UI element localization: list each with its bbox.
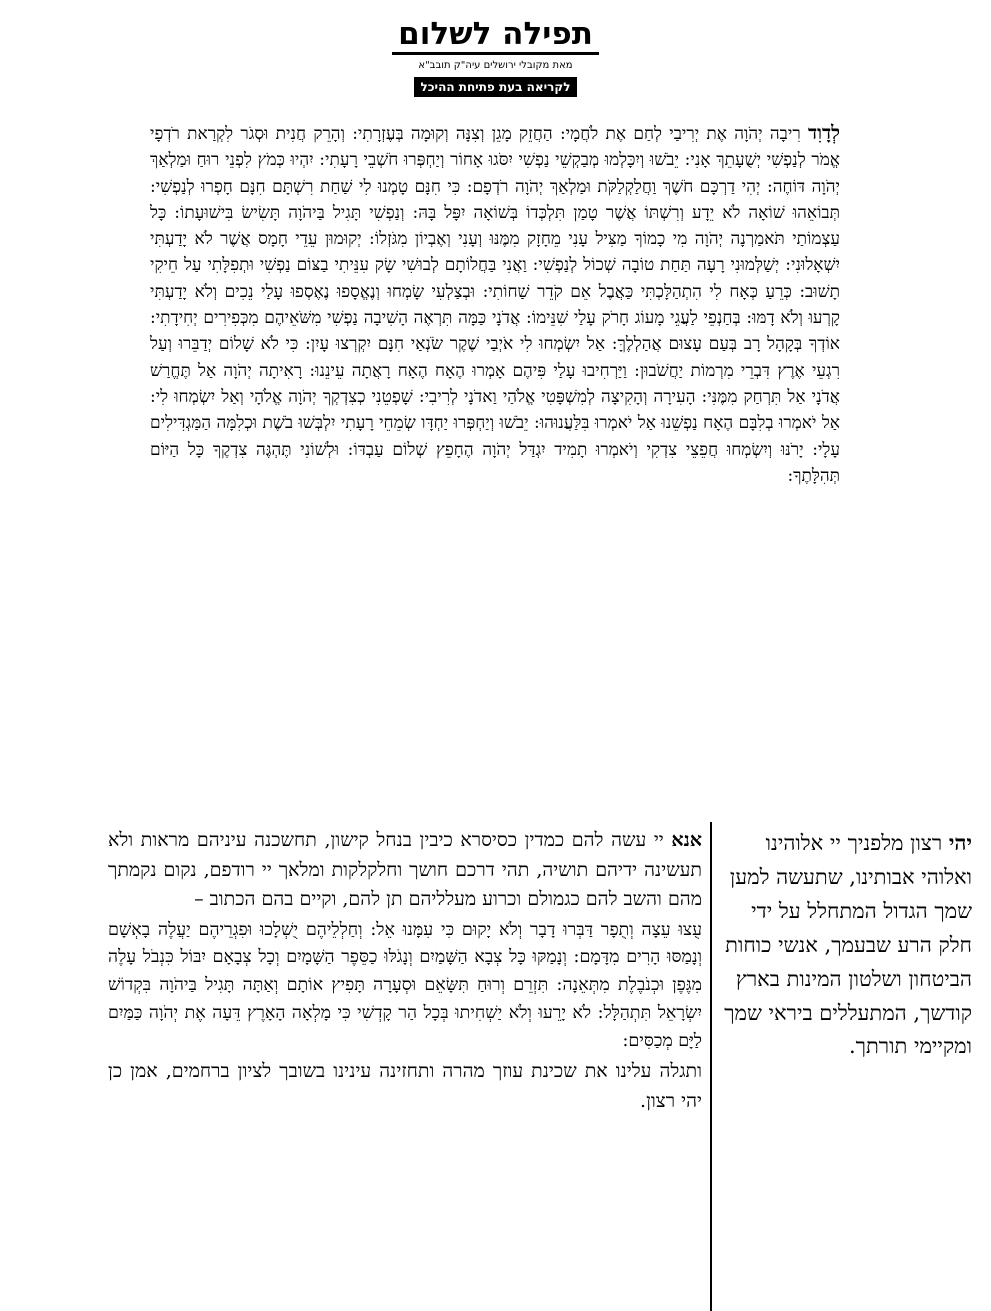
page-subtitle: מאת מקובלי ירושלים עיה"ק תובב"א: [418, 60, 573, 71]
occasion-label: לקריאה בעת פתיחת ההיכל: [414, 77, 576, 97]
right-column-lead-word: יהי: [948, 830, 972, 855]
psalm-text: רִיבָה יְהֹוָה אֶת יְרִיבַי לְחַם אֶת לֹחֲמָי: הַחֲזֵק מָגֵן וְצִנָּה וְקוּמָה בְּעֶזְרָתִי: וְהָרֵק חֲנִית וּסְגֹר לִקְרַאת רֹדְפָי אֱמֹר לְנַפְשִׁי יְשֻׁעָתֵךְ אָנִי: יֵבֹשׁוּ וְיִכָּלְמוּ מְבַקְשֵׁי נַפְשִׁי יִסֹּגוּ אָחוֹר וְיַחְפְּרוּ חֹשְׁבֵי רָעָתִי: יִהְיוּ כְּמֹץ לִפְנֵי רוּחַ וּמַלְאַךְ יְהֹוָה דּוֹחֶה: יְהִי דַרְכָּם חֹשֶׁךְ וַחֲלַקְלַקֹּת וּמַלְאַךְ יְהֹוָה רֹדְפָם: כִּי חִנָּם טָמְנוּ לִי שַׁחַת רִשְׁתָּם חִנָּם חָפְרוּ לְנַפְשִׁי: תְּבוֹאֵהוּ שׁוֹאָה לֹא יֵדָע וְרִשְׁתּוֹ אֲשֶׁר טָמַן תִּלְכְּדוֹ בְּשׁוֹאָה יִפָּל בָּהּ: וְנַפְשִׁי תָּגִיל בַּיהֹוָה תָּשִׂישׂ בִּישׁוּעָתוֹ: כָּל עַצְמוֹתַי תֹּאמַרְנָה יְהֹוָה מִי כָמוֹךָ מַצִּיל עָנִי מֵחָזָק מִמֶּנּוּ וְעָנִי וְאֶבְיוֹן מִגֹּזְלוֹ: יְקוּמוּן עֵדֵי חָמָס אֲשֶׁר לֹא יָדַעְתִּי יִשְׁאָלוּנִי: יְשַׁלְּמוּנִי רָעָה תַּחַת טוֹבָה שְׁכוֹל לְנַפְשִׁי: וַאֲנִי בַּחֲלוֹתָם לְבוּשִׁי שָׂק עִנֵּיתִי בַצּוֹם נַפְשִׁי וּתְפִלָּתִי עַל חֵיקִי תָשׁוּב: כְּרֵעַ כְּאָח לִי הִתְהַלָּכְתִּי כַּאֲבֶל אֵם קֹדֵר שַׁחוֹתִי: וּבְצַלְעִי שָׂמְחוּ וְנֶאֱסָפוּ נֶאֶסְפוּ עָלַי נֵכִים וְלֹא יָדַעְתִּי קָרְעוּ וְלֹא דָמּוּ: בְּחַנְפֵי לַעֲגֵי מָעוֹג חָרֹק עָלַי שִׁנֵּימוֹ: אֲדֹנָי כַּמָּה תִּרְאֶה הָשִׁיבָה נַפְשִׁי מִשֹּׁאֵיהֶם מִכְּפִירִים יְחִידָתִי: אוֹדְךָ בְּקָהָל רָב בְּעַם עָצוּם אֲהַלְלֶךָּ: אַל יִשְׂמְחוּ לִי אֹיְבַי שֶׁקֶר שֹׂנְאַי חִנָּם יִקְרְצוּ עָיִן: כִּי לֹא שָׁלוֹם יְדַבֵּרוּ וְעַל רִגְעֵי אֶרֶץ דִּבְרֵי מִרְמוֹת יַחֲשֹׁבוּן: וַיַּרְחִיבוּ עָלַי פִּיהֶם אָמְרוּ הֶאָח הֶאָח רָאֲתָה עֵינֵנוּ: רָאִיתָה יְהֹוָה אַל תֶּחֱרַשׁ אֲדֹנָי אַל תִּרְחַק מִמֶּנִּי: הָעִירָה וְהָקִיצָה לְמִשְׁפָּטִי אֱלֹהַי וַאדֹנָי לְרִיבִי: שָׁפְטֵנִי כְצִדְקְךָ יְהֹוָה אֱלֹהָי וְאַל יִשְׂמְחוּ לִי: אַל יֹאמְרוּ בְלִבָּם הֶאָח נַפְשֵׁנוּ אַל יֹאמְרוּ בִּלַּעֲנוּהוּ: יֵבֹשׁוּ וְיַחְפְּרוּ יַחְדָּו שְׂמֵחֵי רָעָתִי יִלְבְּשׁוּ בֹשֶׁת וּכְלִמָּה הַמַּגְדִּילִים עָלָי: יָרֹנּוּ וְיִשְׂמְחוּ חֲפֵצֵי צִדְקִי וְיֹאמְרוּ תָמִיד יִגְדַּל יְהֹוָה הֶחָפֵץ שְׁלוֹם עַבְדּוֹ: וּלְשׁוֹנִי תֶּהְגֶּה צִדְקֶךָ כָּל הַיּוֹם תְּהִלָּתֶךָ:: [150, 124, 840, 486]
psalm-lead-word: לְדָוִד: [807, 122, 840, 144]
prayer-left-column: [108, 826, 702, 1116]
prayer-right-column: [722, 826, 972, 1064]
psalm-block: [150, 120, 840, 489]
right-column-text: רצון מלפניך יי אלוהינו ואלוהי אבותינו, שתעשה למען שמך הגדול המתחלל על ידי חלק הרע שבעמך, אנשי כוחות הביטחון ושלטון המינות בארץ קודשך, המתעללים ביראי שמך ומקיימי תורתך.: [724, 831, 972, 1059]
column-divider: [710, 822, 712, 1311]
left-column-intro: יי עשה להם כמדין כסיסרא כיבין בנחל קישון, תחשכנה עיניהם מראות ולא תעשינה ידיהם תושיה, תהי דרכם חושך וחלקלקות ומלאך יי רודפם, נקום נקמתך מהם והשב להם כגמולם וכרוע מעלליהם תן להם, וקיים בהם הכתוב –: [108, 829, 702, 910]
occasion-banner: [0, 76, 991, 97]
title-text: תפילה לשלום: [392, 16, 599, 55]
left-column-closing: ותגלה עלינו את שכינת עוזך מהרה ותחזינה עינינו בשובך לציון ברחמים, אמן כן יהי רצון.: [108, 1060, 702, 1112]
left-column-verses: עֻצוּ עֵצָה וְתֻפָר דַּבְּרוּ דָבָר וְלֹא יָקוּם כִּי עִמָּנוּ אֵל: וְחַלְלֵיהֶם יֻשְׁלָכוּ וּפִגְרֵיהֶם יַעֲלֶה בָאְשָׁם וְנָמַסּוּ הָרִים מִדָּמָם: וְנָמַקּוּ כָּל צְבָא הַשָּׁמַיִם וְנָגֹלּוּ כַסֵּפֶר הַשָּׁמָיִם וְכָל צְבָאָם יִבּוֹל כִּנְבֹל עָלֶה מִגֶּפֶן וּכְנֹבֶלֶת מִתְּאֵנָה: תִּזְרֵם וְרוּחַ תִּשָּׂאֵם וּסְעָרָה תָּפִיץ אוֹתָם וְאַתָּה תָּגִיל בַּיהֹוָה בִּקְדוֹשׁ יִשְׂרָאֵל תִּתְהַלָּל: לֹא יָרֵעוּ וְלֹא יַשְׁחִיתוּ בְּכָל הַר קָדְשִׁי כִּי מָלְאָה הָאָרֶץ דֵּעָה אֶת יְהֹוָה כַּמַּיִם לַיָּם מְכַסִּים:: [108, 919, 702, 1051]
left-column-lead-word: אנא: [671, 829, 702, 851]
page-title: [0, 14, 991, 54]
